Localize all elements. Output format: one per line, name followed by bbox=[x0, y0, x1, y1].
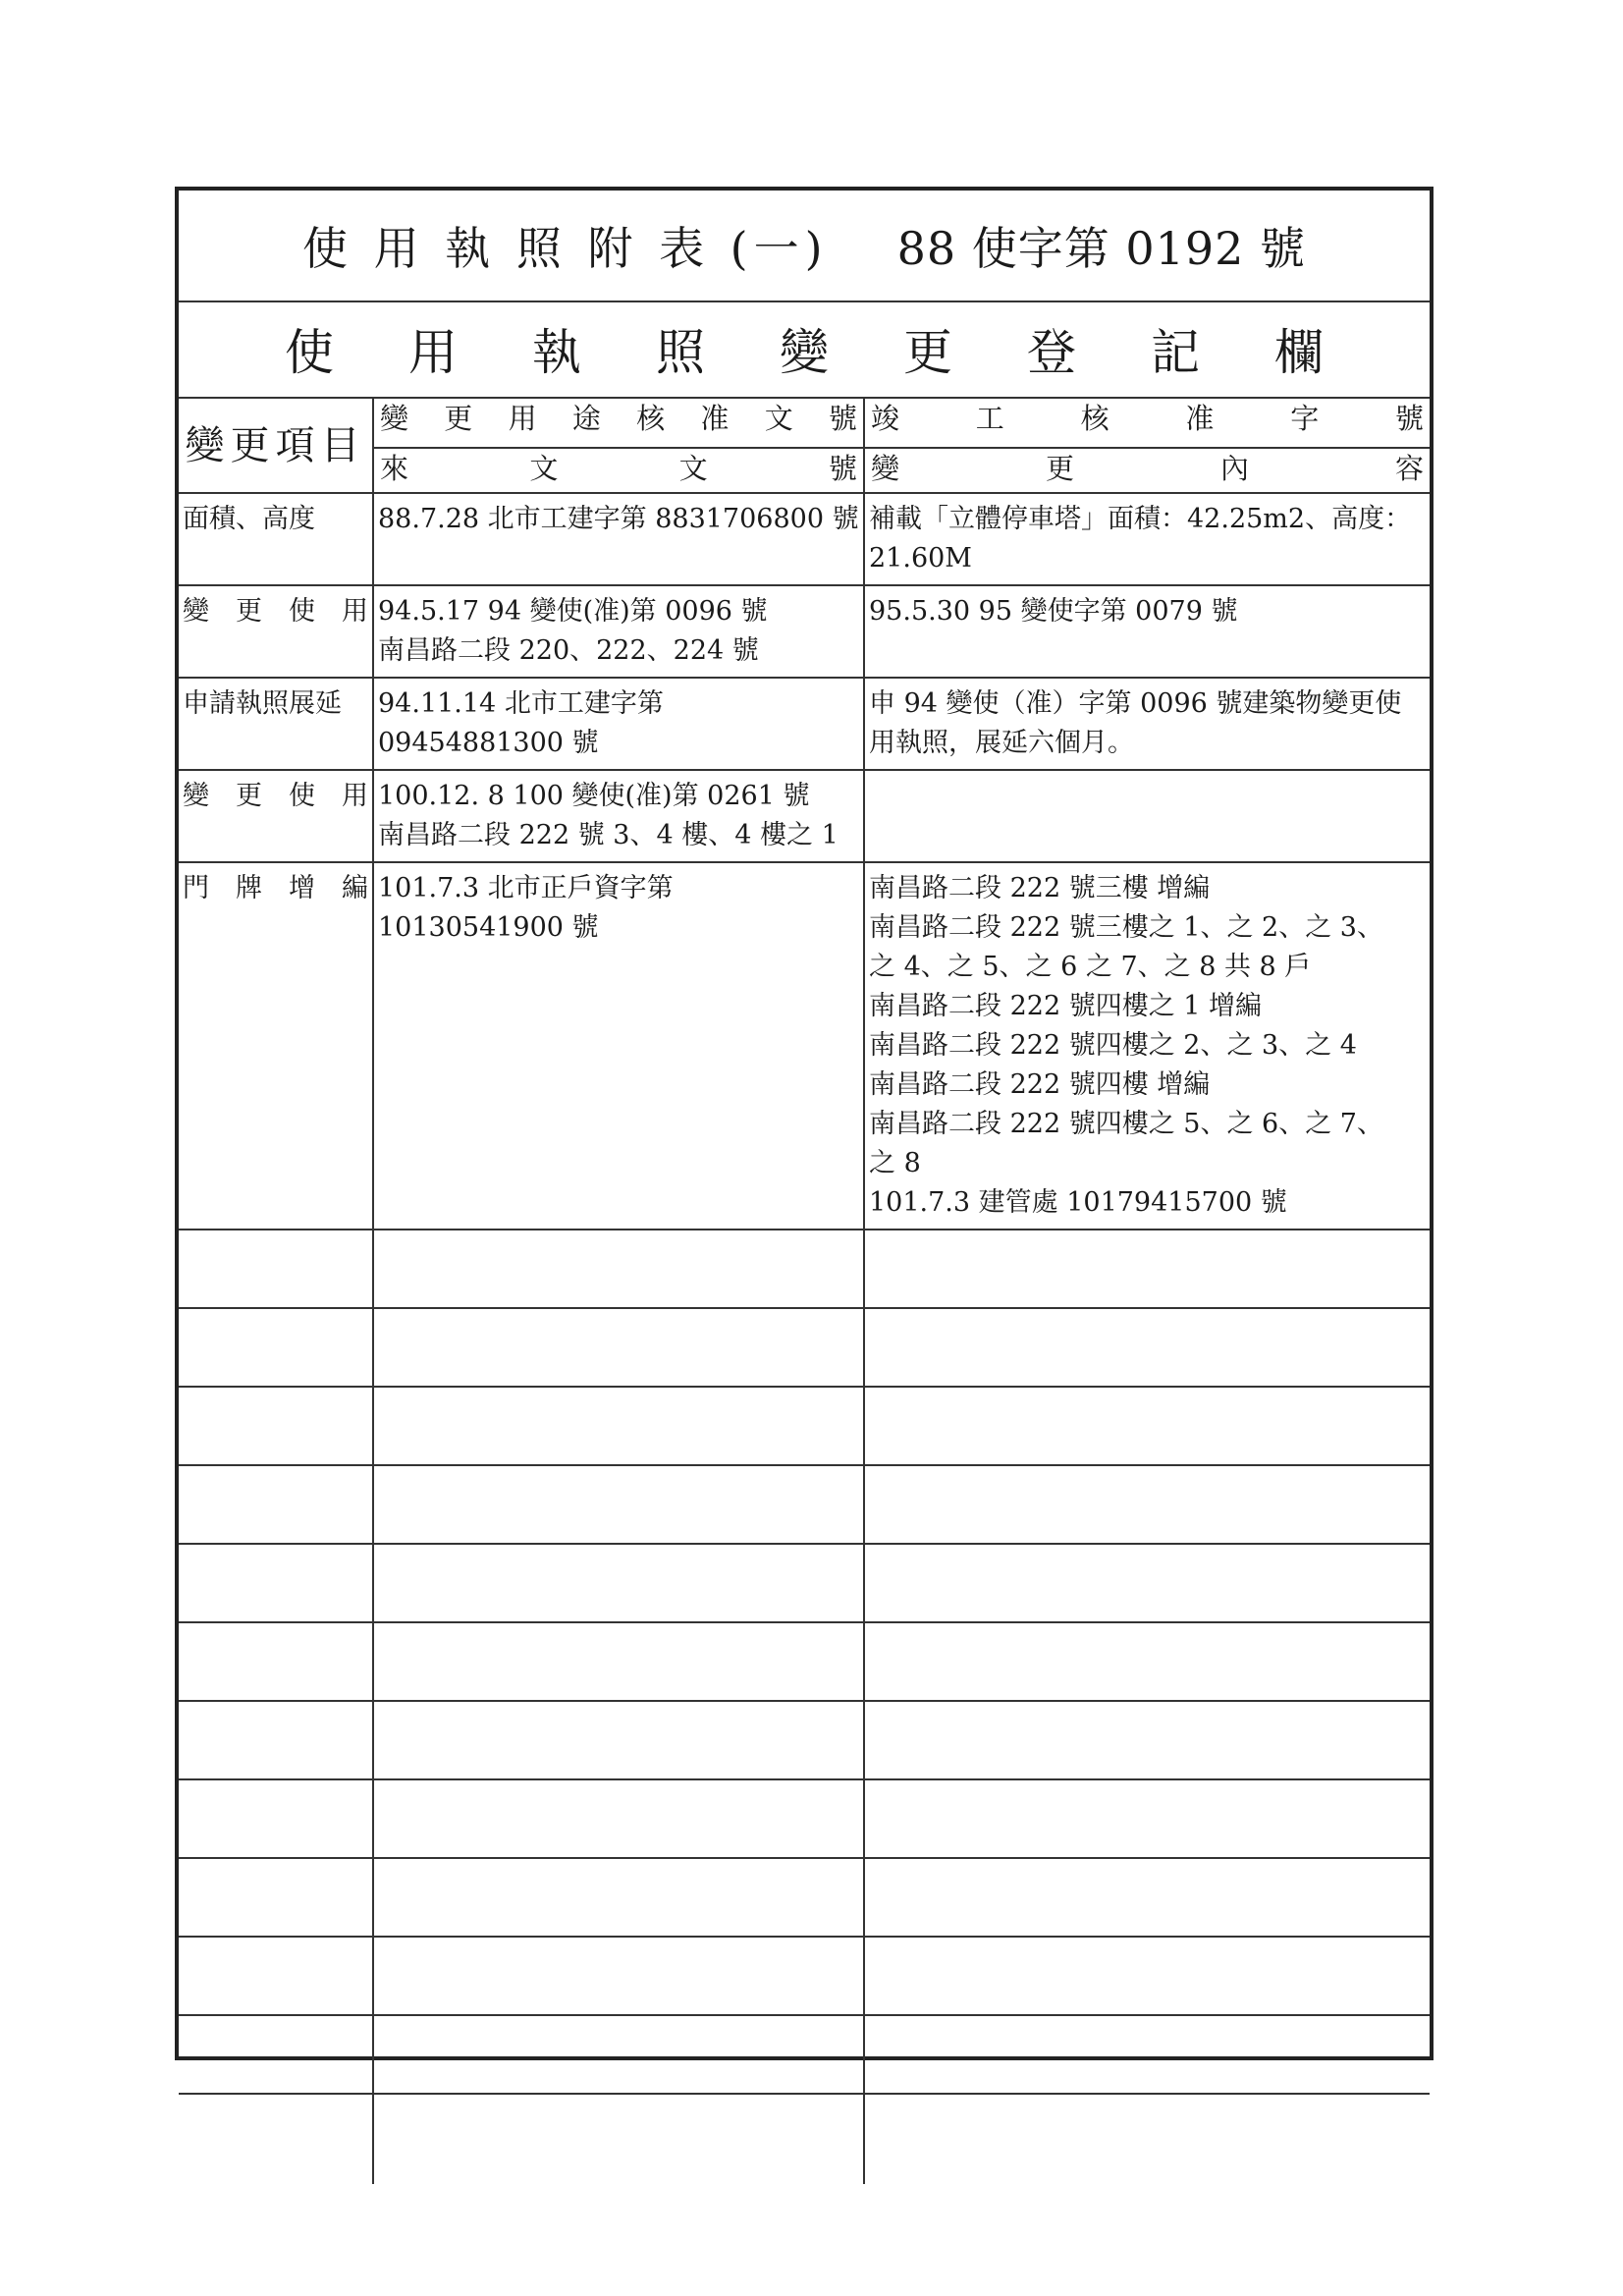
empty-cell bbox=[179, 1308, 373, 1387]
header-row bbox=[179, 399, 1430, 448]
empty-cell bbox=[179, 1937, 373, 2015]
row-doc: 94.11.14 北市工建字第 09454881300 號 bbox=[373, 678, 864, 770]
empty-row bbox=[179, 2094, 1430, 2184]
empty-cell bbox=[179, 2015, 373, 2094]
license-sheet bbox=[175, 187, 1434, 2060]
empty-cell bbox=[179, 1858, 373, 1937]
header-incoming-doc: 來文文號 bbox=[373, 448, 864, 493]
row-content: 南昌路二段 222 號三樓 增編 南昌路二段 222 號三樓之 1、之 2、之 3、 之 4、之 5、之 6 之 7、之 8 共 8 戶 南昌路二段 222 號四樓之 1 增編 南昌路二段 222 號四樓之 2、之 3、之 4 南昌路二段 222 號四樓 增編 南昌路二段 222 號四樓之 5、之 6、之 7、 之 8 101.7.3 建管處 10179415700 號 bbox=[864, 862, 1430, 1230]
row-content: 補載「立體停車塔」面積：42.25m2、高度： 21.60M bbox=[864, 493, 1430, 585]
empty-cell bbox=[373, 1779, 864, 1858]
empty-cell bbox=[864, 1622, 1430, 1701]
table-row bbox=[179, 770, 1430, 862]
row-content bbox=[864, 770, 1430, 862]
empty-row bbox=[179, 1622, 1430, 1701]
change-registry-table bbox=[179, 399, 1430, 2184]
empty-cell bbox=[373, 1308, 864, 1387]
empty-row bbox=[179, 2015, 1430, 2094]
empty-cell bbox=[864, 1937, 1430, 2015]
row-doc: 101.7.3 北市正戶資字第 10130541900 號 bbox=[373, 862, 864, 1230]
empty-cell bbox=[864, 1308, 1430, 1387]
empty-cell bbox=[373, 1858, 864, 1937]
row-doc: 88.7.28 北市工建字第 8831706800 號 bbox=[373, 493, 864, 585]
empty-cell bbox=[179, 1622, 373, 1701]
empty-cell bbox=[373, 1937, 864, 2015]
empty-cell bbox=[179, 1465, 373, 1544]
empty-cell bbox=[179, 1387, 373, 1465]
header-change-item: 變更項目 bbox=[179, 399, 373, 493]
row-content: 95.5.30 95 變使字第 0079 號 bbox=[864, 585, 1430, 678]
empty-row bbox=[179, 1465, 1430, 1544]
row-doc: 100.12. 8 100 變使(准)第 0261 號 南昌路二段 222 號 3、4 樓、4 樓之 1 bbox=[373, 770, 864, 862]
empty-row bbox=[179, 1230, 1430, 1308]
empty-row bbox=[179, 1308, 1430, 1387]
empty-cell bbox=[864, 1465, 1430, 1544]
document-title bbox=[179, 191, 1430, 302]
header-change-content: 變更內容 bbox=[864, 448, 1430, 493]
empty-cell bbox=[373, 1544, 864, 1622]
row-doc: 94.5.17 94 變使(准)第 0096 號 南昌路二段 220、222、224 號 bbox=[373, 585, 864, 678]
empty-cell bbox=[864, 1230, 1430, 1308]
row-item: 門牌增編 bbox=[179, 862, 373, 1230]
row-item: 變更使用 bbox=[179, 585, 373, 678]
empty-row bbox=[179, 1544, 1430, 1622]
table-row bbox=[179, 678, 1430, 770]
empty-cell bbox=[864, 1858, 1430, 1937]
row-item: 申請執照展延 bbox=[179, 678, 373, 770]
empty-cell bbox=[179, 1544, 373, 1622]
empty-row bbox=[179, 1779, 1430, 1858]
empty-cell bbox=[373, 1622, 864, 1701]
empty-cell bbox=[373, 1701, 864, 1779]
header-completion-no: 竣工核准字號 bbox=[864, 399, 1430, 448]
document-title-main: 使 用 執 照 附 表 (一) bbox=[301, 222, 829, 275]
section-title: 使用執照變更登記欄 bbox=[179, 301, 1430, 399]
empty-cell bbox=[179, 1230, 373, 1308]
empty-cell bbox=[373, 1387, 864, 1465]
empty-cell bbox=[864, 2015, 1430, 2094]
row-content: 申 94 變使（准）字第 0096 號建築物變更使 用執照，展延六個月。 bbox=[864, 678, 1430, 770]
empty-cell bbox=[864, 1544, 1430, 1622]
empty-cell bbox=[373, 2094, 864, 2184]
empty-row bbox=[179, 1937, 1430, 2015]
license-number: 88 使字第 0192 號 bbox=[896, 222, 1307, 275]
empty-cell bbox=[179, 2094, 373, 2184]
empty-row bbox=[179, 1701, 1430, 1779]
table-row bbox=[179, 493, 1430, 585]
empty-cell bbox=[373, 2015, 864, 2094]
row-item: 面積、高度 bbox=[179, 493, 373, 585]
empty-cell bbox=[864, 1387, 1430, 1465]
empty-cell bbox=[179, 1779, 373, 1858]
empty-cell bbox=[373, 1465, 864, 1544]
empty-row bbox=[179, 1387, 1430, 1465]
header-approval-doc: 變更用途核准文號 bbox=[373, 399, 864, 448]
table-row bbox=[179, 585, 1430, 678]
empty-cell bbox=[864, 2094, 1430, 2184]
row-item: 變更使用 bbox=[179, 770, 373, 862]
empty-cell bbox=[179, 1701, 373, 1779]
empty-cell bbox=[373, 1230, 864, 1308]
empty-row bbox=[179, 1858, 1430, 1937]
table-row bbox=[179, 862, 1430, 1230]
empty-cell bbox=[864, 1701, 1430, 1779]
empty-cell bbox=[864, 1779, 1430, 1858]
